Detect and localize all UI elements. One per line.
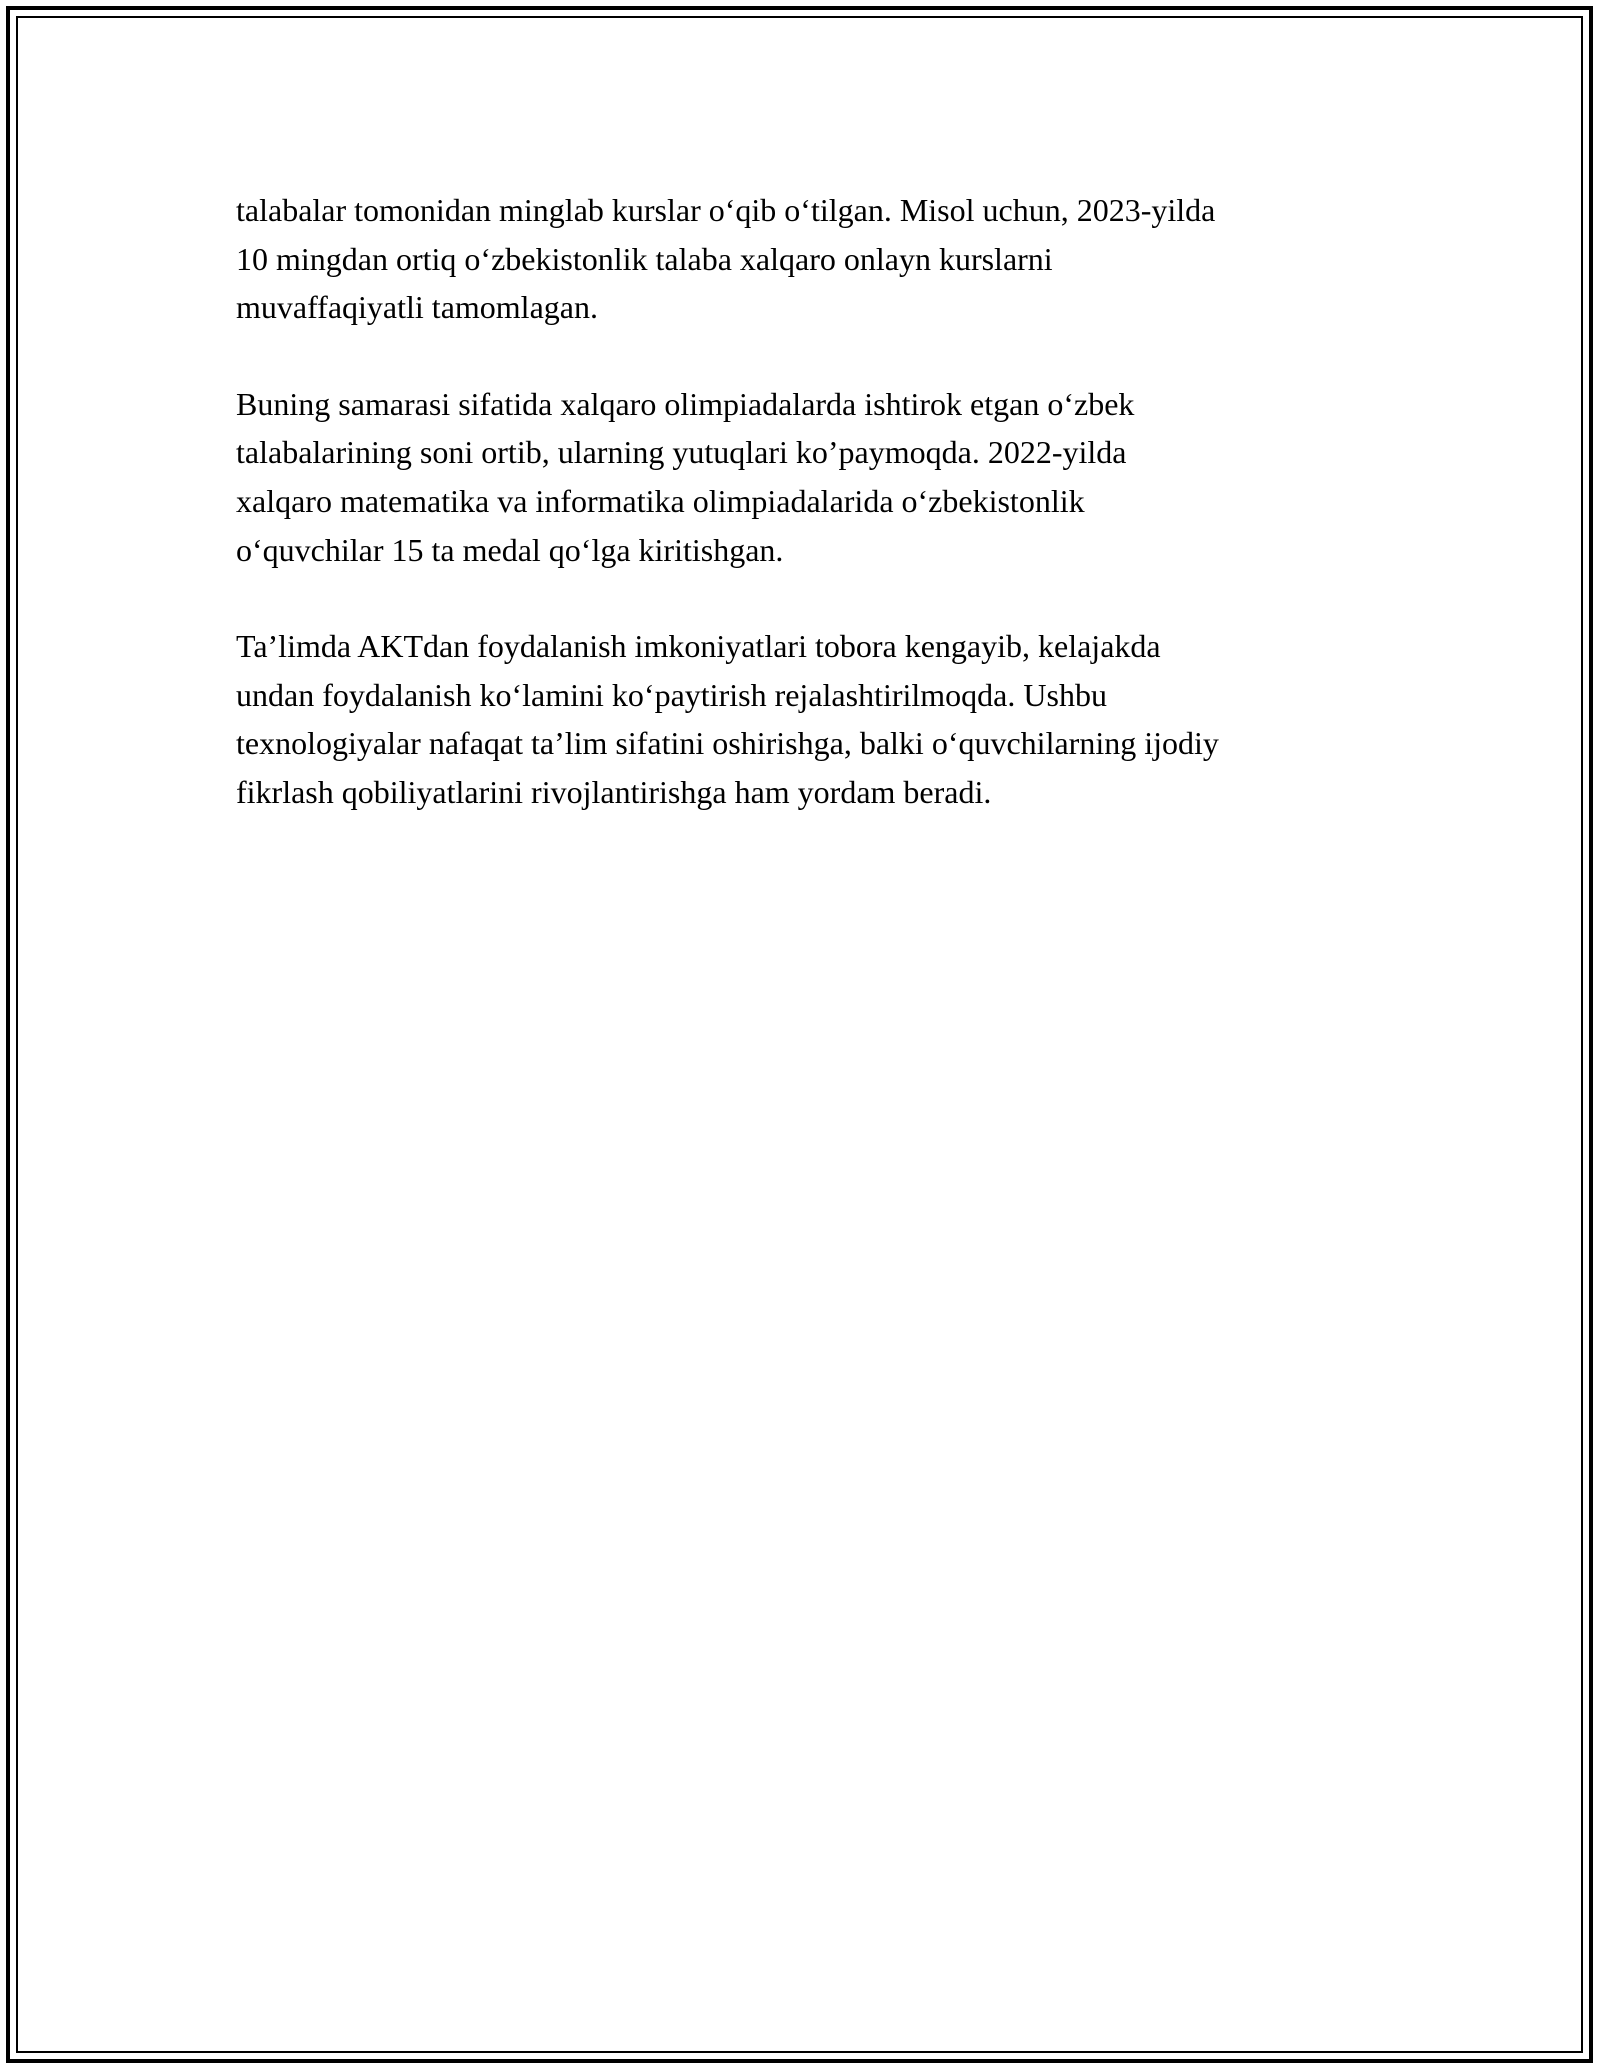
text-line: 10 mingdan ortiq o‘zbekistonlik talaba xalqaro onlayn kurslarni xyxy=(236,240,1053,277)
text-line: undan foydalanish ko‘lamini ko‘paytirish rejalashtirilmoqda. Ushbu xyxy=(236,676,1107,713)
text-line: talabalarining soni ortib, ularning yutuqlari ko’paymoqda. 2022-yilda xyxy=(236,434,1127,471)
text-line: fikrlash qobiliyatlarini rivojlantirishga ham yordam beradi. xyxy=(236,773,992,810)
paragraph-1 xyxy=(236,186,1376,332)
text-line: muvaffaqiyatli tamomlagan. xyxy=(236,289,598,326)
text-line: Buning samarasi sifatida xalqaro olimpiadalarda ishtirok etgan o‘zbek xyxy=(236,385,1135,422)
text-line: talabalar tomonidan minglab kurslar o‘qib o‘tilgan. Misol uchun, 2023-yilda xyxy=(236,192,1216,228)
text-line: xalqaro matematika va informatika olimpiadalarida o‘zbekistonlik xyxy=(236,482,1085,519)
paragraph-3 xyxy=(236,622,1376,816)
text-line: Ta’limda AKTdan foydalanish imkoniyatlari tobora kengayib, kelajakda xyxy=(236,628,1161,665)
paragraph-2 xyxy=(236,380,1376,574)
text-line: texnologiyalar nafaqat ta’lim sifatini oshirishga, balki o‘quvchilarning ijodiy xyxy=(236,725,1219,762)
text-line: o‘quvchilar 15 ta medal qo‘lga kiritishgan. xyxy=(236,531,784,568)
document-body xyxy=(236,186,1376,865)
